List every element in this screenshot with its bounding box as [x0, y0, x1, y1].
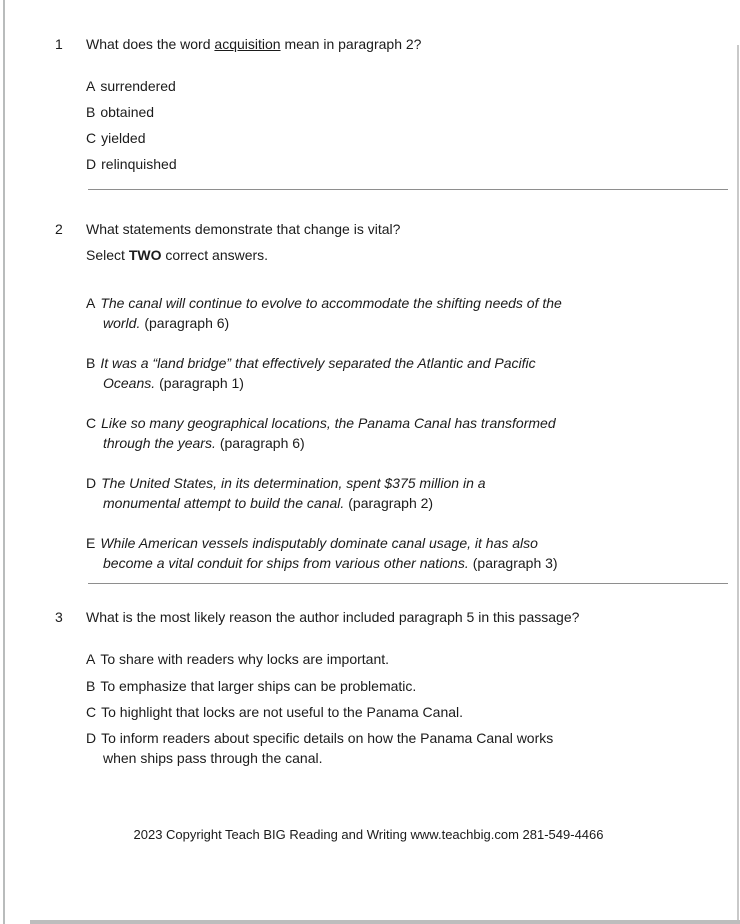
page-bottom-border	[30, 920, 740, 924]
question-2-number: 2	[55, 221, 63, 237]
option-paragraph-ref: (paragraph 1)	[159, 375, 244, 391]
page-right-border	[737, 45, 739, 924]
copyright-footer: 2023 Copyright Teach BIG Reading and Writing www.teachbig.com 281-549-4466	[133, 827, 604, 842]
question-1-option-a	[86, 76, 176, 96]
option-letter: D	[86, 156, 97, 172]
question-2-option-b	[86, 353, 536, 393]
option-line1: The United States, in its determination, spent $375 million in a	[101, 475, 486, 491]
option-letter: E	[86, 535, 96, 551]
question-1-number: 1	[55, 36, 63, 52]
question-3-prompt: What is the most likely reason the author included paragraph 5 in this passage?	[86, 609, 580, 625]
instruction-after: correct answers.	[161, 247, 269, 263]
option-line2: monumental attempt to build the canal.	[103, 495, 345, 511]
question-3-option-b	[86, 676, 416, 696]
option-letter: A	[86, 295, 96, 311]
section-divider-2	[88, 583, 728, 584]
option-text: surrendered	[100, 78, 176, 94]
option-letter: C	[86, 704, 97, 720]
option-text: To highlight that locks are not useful to the Panama Canal.	[101, 704, 464, 720]
instruction-bold: TWO	[128, 247, 162, 263]
option-line1: Like so many geographical locations, the Panama Canal has transformed	[101, 415, 556, 431]
question-2-instruction	[86, 247, 268, 263]
question-1-prompt-after: mean in paragraph 2?	[280, 36, 422, 52]
question-1-option-c	[86, 128, 146, 148]
instruction-before: Select	[86, 247, 129, 263]
option-letter: D	[86, 730, 97, 746]
option-text: yielded	[101, 130, 146, 146]
question-2-option-d	[86, 473, 486, 513]
question-3-option-d	[86, 728, 553, 768]
page-left-border	[3, 0, 5, 924]
question-1-option-b	[86, 102, 154, 122]
option-letter: A	[86, 78, 96, 94]
option-line2: become a vital conduit for ships from various other nations.	[103, 555, 469, 571]
option-text: To share with readers why locks are important.	[100, 651, 390, 667]
question-3-option-c	[86, 702, 463, 722]
option-letter: C	[86, 130, 97, 146]
question-2-prompt: What statements demonstrate that change is vital?	[86, 221, 401, 237]
option-line1: While American vessels indisputably dominate canal usage, it has also	[100, 535, 538, 551]
option-letter: A	[86, 651, 96, 667]
option-line1: The canal will continue to evolve to accommodate the shifting needs of the	[100, 295, 562, 311]
question-3-number: 3	[55, 609, 63, 625]
option-letter: B	[86, 678, 96, 694]
option-line2: when ships pass through the canal.	[103, 750, 323, 766]
option-letter: D	[86, 475, 97, 491]
question-1-option-d	[86, 154, 177, 174]
section-divider-1	[88, 189, 728, 190]
option-paragraph-ref: (paragraph 6)	[144, 315, 230, 331]
question-1-underlined-word: acquisition	[214, 36, 281, 52]
option-line2: through the years.	[103, 435, 216, 451]
question-2-option-c	[86, 413, 556, 453]
option-text: relinquished	[101, 156, 177, 172]
question-1-prompt	[86, 36, 421, 52]
option-paragraph-ref: (paragraph 3)	[472, 555, 558, 571]
question-2-option-a	[86, 293, 562, 333]
question-1-prompt-before: What does the word	[86, 36, 215, 52]
option-text: To emphasize that larger ships can be problematic.	[100, 678, 417, 694]
option-paragraph-ref: (paragraph 6)	[219, 435, 305, 451]
question-3-option-a	[86, 649, 389, 669]
option-line2: Oceans.	[103, 375, 156, 391]
option-letter: B	[86, 355, 96, 371]
option-letter: B	[86, 104, 96, 120]
option-text: obtained	[100, 104, 155, 120]
option-line1: To inform readers about specific details on how the Panama Canal works	[101, 730, 554, 746]
option-line2: world.	[103, 315, 141, 331]
question-2-option-e	[86, 533, 558, 573]
option-paragraph-ref: (paragraph 2)	[348, 495, 434, 511]
option-line1: It was a “land bridge” that effectively separated the Atlantic and Pacific	[100, 355, 536, 371]
option-letter: C	[86, 415, 97, 431]
